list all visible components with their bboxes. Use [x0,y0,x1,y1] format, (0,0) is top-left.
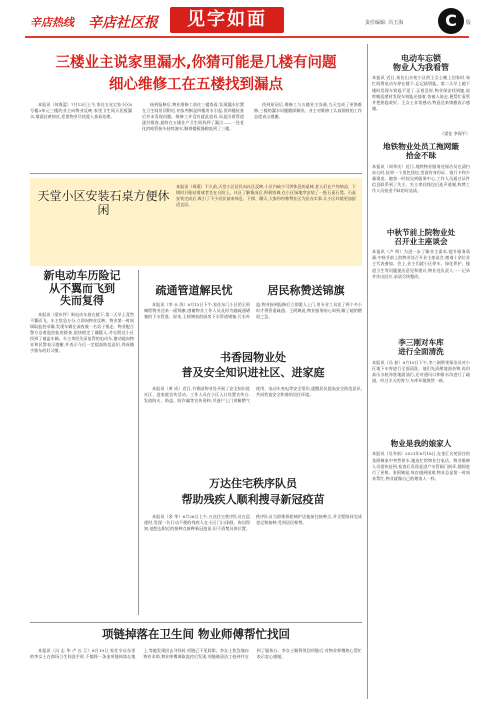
right-title3a: 中秋节前上院物业处 [386,227,456,237]
right-body2: 本报讯（周华庆）近日,地铁物业服务处保洁员在清扫站台时,捡到一个黑色钱包,里面有身份证、银行卡和少量现金。她第一时间交到服务中心,工作人员通过证件信息联系到了失主。失主拿回钱包后连声道谢,称赞工作人员拾金不昧的好品质。 [372,163,470,194]
bottom-paragraph: 本报讯（冯 志 华 卢 长 江）8月19日,家住辛店东里的李女士在商场卫生间洗手时,不慎将一条金项链掉落在地上,等她发现回去寻找时,项链已不见踪影。李女士焦急地向物业求助,物业师傅调取监控后发现,项链被清洁工拾到并交到了服务台。李女士顺利领回项链后,对物业师傅热心帮忙表示衷心感谢。 [30,648,362,660]
right-body3: 本报讯（卢 明）为进一步了解业主需求,提升服务质量,中秋节前上院物业处召开业主座谈会,邀请十余位业主代表参加。会上,业主们就小区停车、绿化养护、楼道卫生等问题提出意见和建议,物业处负责人一一记录并作出回应,承诺尽快整改。 [372,249,470,279]
banner-body: 本报讯（周燕）不久前,天堂小区居民向社区反映,小区内缺少可供休息的桌椅,老人们在户外纳凉、下棋时只能站着或者坐在台阶上。社区了解情况后,积极协调,在小区绿地旁安装了一批石桌石凳。石桌安装完成后,吸引了不少居民前来休息、下棋、聊天,大家纷纷称赞社区为民办实事,让小区环境更加舒适宜居。 [176,184,356,208]
mid-left-paragraph: 本报讯（梁庆坪）新电动车放在楼下,第二天早上竟然不翼而飞。车主焦急万分,立即向物业反映。物业第一时间调取监控录像,发现车辆在深夜被一名男子推走。物业配合警方沿着监控轨迹排查,很快锁定了嫌疑人,并在附近小区找到了被盗车辆。车主拿回失而复得的电动车,激动地向物业和民警表示感谢,并表示今后一定提高防范意识,养成随手锁车的好习惯。 [30,311,134,354]
masthead-rule [25,36,469,38]
mid-body1 [144,302,362,340]
column-rule [367,44,368,699]
right-column [372,48,470,703]
page-sub: 版 [466,20,472,26]
mid-left-divider [138,270,139,615]
lead-body-col1 [30,102,132,170]
right-title4a: 李三刚对车库 [398,338,444,348]
right-title1a: 电动车忘锁 [401,54,441,63]
lead-headline: 三楼业主说家里漏水,你猜可能是几楼有问题 [55,55,337,71]
banner-headline: 天堂小区安装石桌方便休闲 [37,189,170,217]
mid-body2 [144,386,362,448]
mid-paragraph: 本报讯（黄 成）近日,书香园物业处开展了安全知识进社区、进家庭宣传活动。工作人员在小区入口设置宣传台,发放防火、防盗、防诈骗等宣传资料,并逐户上门讲解燃气使用、电动车充电等安全常识,提醒居民提高安全防范意识,共同营造安全和谐的居住环境。 [144,386,362,404]
bottom-title: 项链掉落在卫生间 物业师傅帮忙找回 [101,627,290,641]
editor-line: 责任编辑: 冯玉海 [365,20,404,26]
mid-title2b: 普及安全知识进社区、进家庭 [181,366,325,379]
banner-story [30,178,362,266]
masthead-logo-right: 辛店社区报 [88,15,158,31]
right-title3b: 召开业主座谈会 [394,236,448,246]
masthead-logo-left: 辛店热线 [30,16,74,29]
right-title5: 物业是我的娘家人 [390,438,452,448]
section-label: 见字如面 [187,9,267,30]
right-body4: 本报讯（冯 春）8月10日下午,李三刚带领保洁员对小区地下车库进行全面清洗。他们先清理地面杂物,再用高压水枪冲洗地面油污,还对通风口和排水沟进行了疏通。经过半天的努力,车库环境焕然一新。 [372,359,470,383]
mid-left-title-c: 失而复得 [60,294,104,308]
lead-subhead: 细心维修工在五楼找到漏点 [109,77,283,93]
mid-left-body [30,312,134,524]
mid-title1b: 居民称赞送锦旗 [267,284,345,297]
lead-paragraph: 本报讯（何海蓝）7月13日上午,家住五光宅家小区8号楼3单元三楼的业主向物业反映,家里卫生间天花板漏水,墙面泛黄掉皮,希望物业尽快派人查看处理。 [30,102,132,120]
lead-body-col3 [254,102,362,170]
lead-paragraph: 找到原因后,维修工与五楼业主沟通,当天完成了更换维修,三楼的漏水问题随即解决。业主对维修工认真细致的工作态度表示感谢。 [254,102,362,120]
mid-left-title-b: 从不翼而飞到 [49,281,115,295]
mid-left-story [30,270,134,530]
lead-paragraph: 接到报修后,物业维修工前往三楼查看,发现漏水位置在卫生间吊顶附近,初步判断是四楼用水引起,但四楼检查后并未发现问题。维修工并没有就此放弃,而是沿着管道逐层排查,最终在五楼住户卫生间找到了漏点——一处老化的暗管接头持续渗水,顺着楼板缝隙流到了三楼。 [142,102,244,132]
section-badge [170,7,284,33]
mid-paragraph: 本报讯（李 永 涛）8月13日下午,家住东门小区的王阿姨给物业送来一面锦旗,感谢物业工作人员及时为她疏通堵塞的下水管道。原来,王阿姨家的厨房下水管道堵塞,污水外溢,物业接到报修后立即派人上门,用专业工具花了两个多小时才将管道疏通。王阿姨说,物业服务贴心周到,解了她的燃眉之急。 [144,302,362,320]
mid-paragraph: 本报讯（余 华）8月26日上午,万达住宅秩序队员在巡逻时,发现一位行动不便的残疾人在小区门口徘徊。询问得知,他想去附近的接种点接种新冠疫苗,但不清楚具体位置。秩序队员当即推着轮椅护送他前往接种点,并全程陪同完成登记和接种,受到居民称赞。 [144,514,362,532]
lead-divider [30,173,362,174]
right-title2b: 拾金不昧 [405,151,437,161]
right-body5: 本报讯（吴冬南）2021年6月18日,在金汇名苑居住的张阿姨家中突然停水,她连忙给物业打电话。物业维修人员很快赶到,检查后发现是进户水管阀门损坏,随即进行了更换。张阿姨说,每次遇到困难,物业总是第一时间来帮忙,物业就像自己的娘家人一样。 [372,451,470,481]
mid-body3 [144,514,362,619]
page-letter-badge [438,8,464,34]
right-title2a: 地铁物业处员工拖网簸 [383,142,459,152]
page-letter: C [445,11,457,30]
mid-title2a: 书香园物业处 [220,351,286,364]
mid-left-title-a: 新电动车历险记 [43,269,121,282]
bottom-body [30,648,362,698]
right-title1b: 物业人为我看管 [393,63,449,73]
mid-title3b: 帮助残疾人顺利搜寻新冠疫苗 [181,493,325,506]
lead-body-col2 [142,102,244,170]
right-body1: 本报讯 近日,家住山水苑小区的王女士晚上回家时,匆忙间将电动车停在楼下,忘记拔钥匙。第二天早上她下楼时发现车钥匙不见了,正着急时,物业保安找到她,说昨晚巡逻时发现车钥匙还插着,怕被人骑走,便帮忙看管并把钥匙收好。王女士非常感动,特意送来锦旗表示感谢。 [372,75,470,111]
mid-title3a: 万达住宅秩序队员 [209,477,297,490]
right-title4b: 进行全面清洗 [398,346,444,356]
mid-title1a: 疏通管道解民忧 [155,284,233,297]
bottom-divider [30,622,362,623]
right-sig1: （梁佳 李保平） [440,131,470,137]
